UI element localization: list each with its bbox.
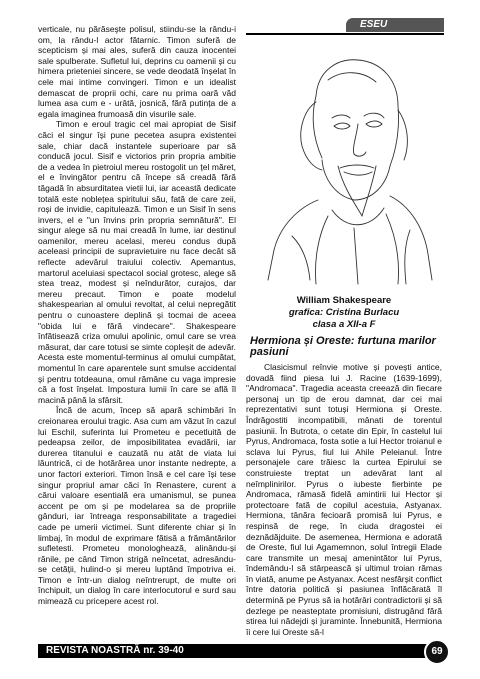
article-body: Clasicismul reînvie motive și povești antice, dovadă fiind piesa lui J. Racine (1639-1699), "Andromaca". Tragedia aceasta creează din fiecare personaj un tip de erou damnat, dar cei mai reprezentativi sunt totuși Hermiona și Oreste. Îndrăgostiti incompatibili, mânati de torentul pasiunii. În Butrota, o cetate din Epir, în castelul lui Pyrus, Andromaca, fosta sotie a lui Hector troianul e sclava lui Pyrus, fiul lui Ahile Peleianul. Între personajele care trăiesc la curtea Epirului se construieste treptat un adevărat lant al neîmplinirilor. Pyrus o iubeste fierbinte pe Andromaca, rămasă fidelă amintirii lui Hector și protectoare fată de copilul acestuia, Astyanax. Hermiona, tânăra fecioară promisă lui Pyrus, e respinsă de rege, în ciuda dragostei ei deznădăjduite. De asemenea, Hermiona e adorată de Oreste, fiul lui Agamemnon, solul întregii Elade care transmite un mesaj amenintător lui Pyrus, îndemându-l să stârpească și ultimul troian rămas în viată, anume pe Astyanax. Acest nesfârșit conflict între datoria politică și pasiunea înflăcărată îl determină pe Pyrus să ia hotărâri contradictorii și să dezlege pe neasteptate promisiuni, distrugând fără stirea lui nădejdi și juraminte. Înnebunită, Hermiona îi cere lui Oreste să-l xyxy=(246,362,442,637)
caption-class: clasa a XII-a F xyxy=(312,319,376,330)
left-column xyxy=(38,24,236,607)
shakespeare-portrait-illustration xyxy=(258,40,438,288)
paragraph: verticale, nu părăseşte polisul, stiindu-se la rându-i om, la rându-l actor fătarnic. Timon suferă de scepticism și mai ales, suferă din cauza inocentei sale spulberate. Sufletul lui, deprins cu oamenii și cu himera prieteniei sincere, se vede deodată înșelat în cele mai intime convingeri. Timon e un idealist demascat de proprii ochi, care nu prima oară văd lumea asa cum e - urâtă, josnică, fără putința de a egala imaginea frumoasă din visurile sale. xyxy=(38,24,236,119)
header-rule xyxy=(246,33,444,35)
article-title: Hermiona și Oreste: furtuna marilor pasiuni xyxy=(250,335,436,358)
magazine-name: REVISTA NOASTRĂ nr. 39-40 xyxy=(46,645,184,656)
caption-name: William Shakespeare xyxy=(296,295,392,306)
section-label: ESEU xyxy=(346,18,444,32)
paragraph: Timon e eroul tragic cel mai apropiat de Sisif căci el singur își pune pecetea asupra existentei sale, chiar dacă instantele superioare par să conducă jocul. Sisif e victorios prin propria ambitie de a vedea în pietroiul mereu rostogolit un țel măret, el e învingător pentru că începe să creadă fără tăgadă în absurditatea vietii lui, iar această dedicate totală este noblețea spiritului său, fată de care zeii, roși de invidie, capitulează. Timon e un Sisif în sens invers, el e "un învins prin propria semnătură". El singur alege să nu mai creadă în lume, iar destinul oamenilor, mereu acelasi, mereu condus după aceleasi principii de supravietuire nu face decât să reflecte adevărul traiului colectiv. Apemantus, martorul aceluiasi spectacol social grotesc, alege să stea treaz, modest și neîndurător, curajos, dar mereu precaut. Timon e poate modelul shakespearian al omului revoltat, al celui nepregătit pentru o cunoastere deplină și tocmai de aceea "obida lui e fără vindecare". Shakespeare înfătisează criza omului apolinic, omul care se vrea măsurat, dar care totusi se simte copleșit de adevăr. Acesta este momentul-terminus al omului cumpătat, momentul în care aparentele sunt smulse accidental și pentru totdeauna, omul rămâne cu vaga impresie că a fost înșelat. Impostura lumii în care se află îl macină până la sfârsit. xyxy=(38,119,236,405)
caption-artist: grafica: Cristina Burlacu xyxy=(288,307,400,318)
page-number: 69 xyxy=(424,639,450,665)
paragraph: Încă de acum, încep să apară schimbări în creionarea eroului tragic. Asa cum am văzut în cazul lui Eschil, suferinta lui Prometeu e pecetluită de pedeapsa zeilor, de imposibilitatea evadării, iar durerea titanului e cauzată nu atât de viata lui lăuntrică, ci de hotărârea unor instante nedrepte, a unor factori exteriori. Timon însă e cel care își tese singur propriul amar căci în Renastere, curent a cărui valoare esentială era umanismul, se punea accent pe om și pe modelarea sa de propriile gânduri, iar întreaga responsabilitate a tragediei cade pe umerii victimei. Sunt diferente chiar și în limbaj, în modul de exprimare fătisă a frământărilor sufletesti. Prometeu monologhează, alinându-și rănile, pe când Timon strigă neîncetat, adresându-se cetății, hulind-o și mereu luptând împotriva ei. Timon e într-un dialog neîntrerupt, de multe ori închipuit, un dialog în care interlocutorul e surd sau mimează cu pricepere acest rol. xyxy=(38,405,236,607)
